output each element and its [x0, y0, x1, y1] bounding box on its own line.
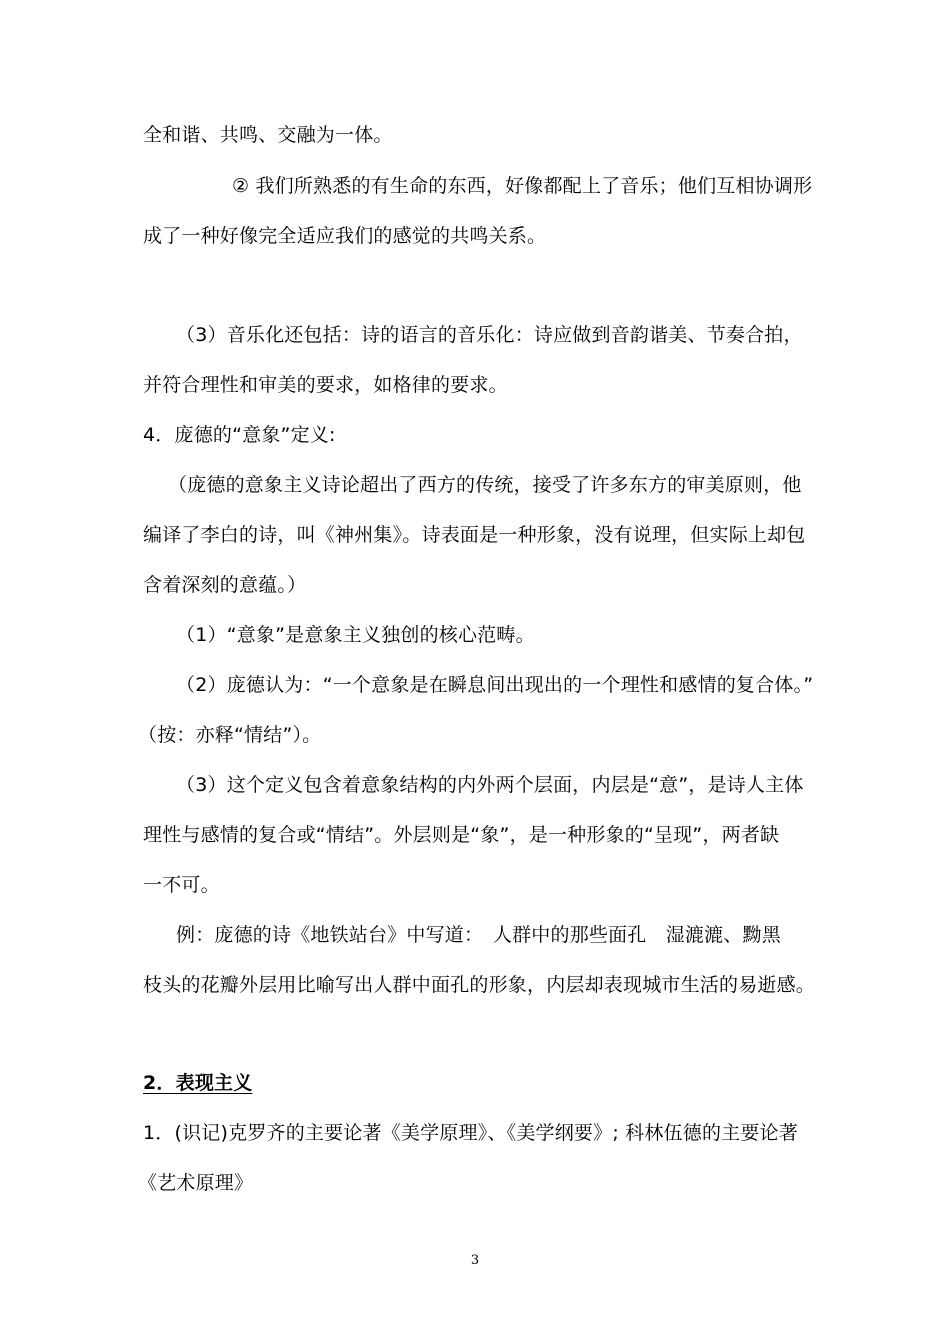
body-line: 例：庞德的诗《地铁站台》中写道： 人群中的那些面孔 湿漉漉、黝黑 [176, 924, 781, 946]
page-number: 3 [470, 1253, 480, 1268]
body-line: 并符合理性和审美的要求，如格律的要求。 [143, 374, 508, 396]
section-heading: 2．表现主义 [143, 1072, 253, 1094]
body-line: （3）这个定义包含着意象结构的内外两个层面，内层是“意”，是诗人主体 [176, 774, 804, 796]
body-line: 一不可。 [143, 874, 220, 896]
body-line: （3）音乐化还包括：诗的语言的音乐化：诗应做到音韵谐美、节奏合拍， [176, 324, 803, 346]
body-line: （按：亦释“情结”）。 [138, 724, 322, 746]
body-line: （庞德的意象主义诗论超出了西方的传统，接受了许多东方的审美原则，他 [168, 474, 802, 496]
body-line: （2）庞德认为：“一个意象是在瞬息间出现出的一个理性和感情的复合体。” [176, 674, 814, 696]
body-line: 1．(识记)克罗齐的主要论著《美学原理》、《美学纲要》; 科林伍德的主要论著 [143, 1122, 798, 1144]
body-line: 枝头的花瓣外层用比喻写出人群中面孔的形象，内层却表现城市生活的易逝感。 [143, 974, 816, 996]
body-line: 全和谐、共鸣、交融为一体。 [143, 124, 393, 146]
body-line: （1）“意象”是意象主义独创的核心范畴。 [176, 624, 535, 646]
body-line: 4．庞德的“意象”定义: [143, 424, 336, 446]
body-line: 《艺术原理》 [138, 1172, 254, 1194]
body-line: 含着深刻的意蕴。） [143, 574, 307, 596]
body-line: 理性与感情的复合或“情结”。外层则是“象”，是一种形象的“呈现”，两者缺 [143, 824, 780, 846]
body-line: ② 我们所熟悉的有生命的东西，好像都配上了音乐；他们互相协调形 [232, 175, 813, 197]
body-line: 成了一种好像完全适应我们的感觉的共鸣关系。 [143, 225, 547, 247]
body-line: 编译了李白的诗，叫《神州集》。诗表面是一种形象，没有说理，但实际上却包 [143, 524, 806, 546]
